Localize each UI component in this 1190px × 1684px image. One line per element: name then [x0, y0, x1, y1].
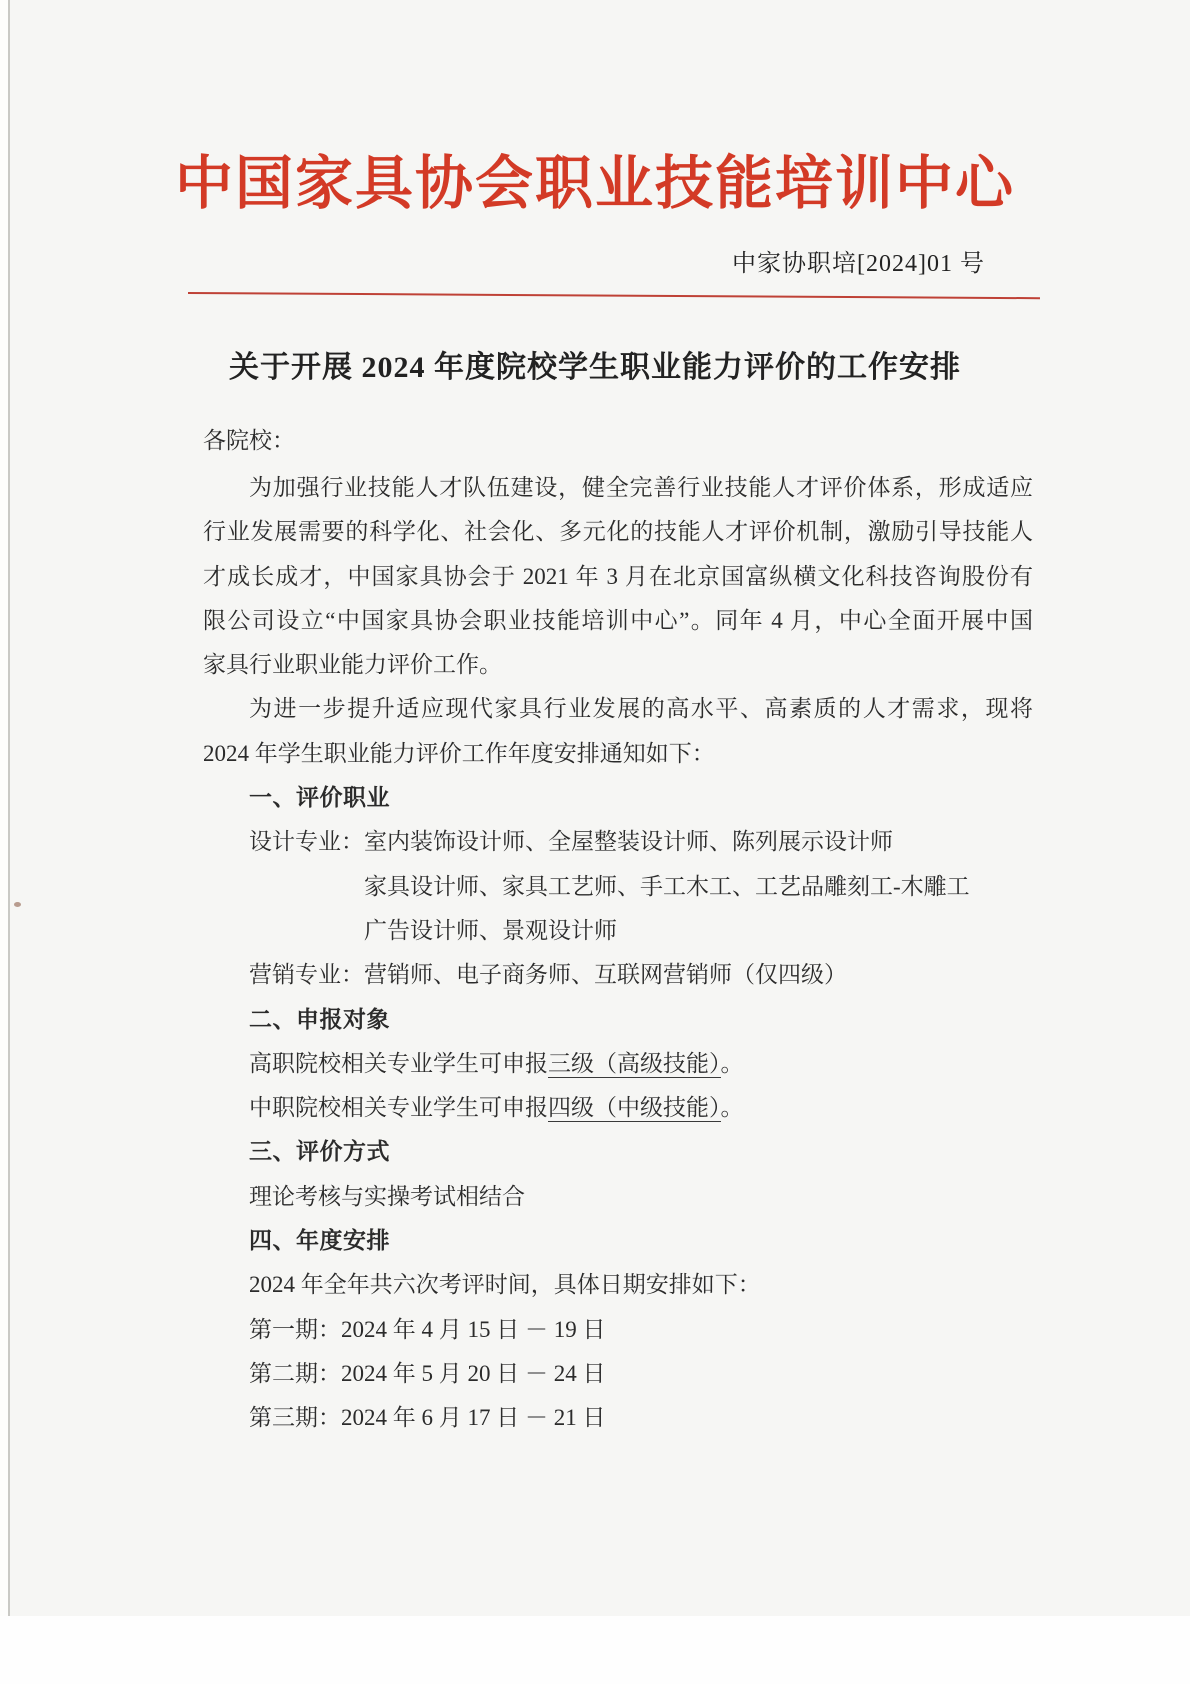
scan-bed-strip	[0, 1616, 1190, 1684]
paragraph-line: 限公司设立“中国家具协会职业技能培训中心”。同年 4 月，中心全面开展中国	[203, 607, 1033, 633]
paragraph-line: 为进一步提升适应现代家具行业发展的高水平、高素质的人才需求，现将	[249, 696, 1033, 722]
section-heading-1: 一、评价职业	[249, 785, 390, 811]
notice-body	[203, 466, 1033, 1441]
apply-level-underlined: 四级（中级技能）	[548, 1095, 721, 1121]
section-heading-3: 三、评价方式	[249, 1139, 390, 1165]
schedule-intro-line: 2024 年全年共六次考评时间，具体日期安排如下：	[249, 1272, 761, 1298]
design-majors-line: 家具设计师、家具工艺师、手工木工、工艺品雕刻工-木雕工	[364, 873, 970, 899]
letterhead-title: 中国家具协会职业技能培训中心	[174, 151, 1015, 216]
paragraph-line: 才成长成才，中国家具协会于 2021 年 3 月在北京国富纵横文化科技咨询股份有	[203, 563, 1033, 589]
design-majors-line: 广告设计师、景观设计师	[364, 917, 617, 943]
schedule-line: 第三期：2024 年 6 月 17 日 － 21 日	[249, 1405, 606, 1431]
document-number: 中家协职培[2024]01 号	[732, 251, 985, 277]
paragraph-line: 2024 年学生职业能力评价工作年度安排通知如下：	[203, 740, 715, 766]
schedule-line: 第一期：2024 年 4 月 15 日 － 19 日	[249, 1316, 606, 1342]
apply-prefix: 高职院校相关专业学生可申报	[249, 1050, 548, 1076]
scan-edge-line	[8, 0, 10, 1616]
marketing-majors-line: 营销专业：营销师、电子商务师、互联网营销师（仅四级）	[249, 962, 847, 988]
paragraph-line: 家具行业职业能力评价工作。	[203, 652, 502, 678]
salutation: 各院校：	[203, 428, 295, 453]
paragraph-line: 行业发展需要的科学化、社会化、多元化的技能人才评价机制，激励引导技能人	[203, 519, 1033, 545]
apply-level-line	[203, 1042, 1033, 1086]
apply-suffix: 。	[720, 1095, 744, 1121]
apply-level-underlined: 三级（高级技能）	[548, 1050, 721, 1076]
apply-prefix: 中职院校相关专业学生可申报	[249, 1095, 548, 1121]
paragraph-line: 为加强行业技能人才队伍建设，健全完善行业技能人才评价体系，形成适应	[249, 475, 1033, 500]
design-majors-line: 设计专业：室内装饰设计师、全屋整装设计师、陈列展示设计师	[249, 829, 893, 855]
scan-speck	[14, 902, 21, 907]
notice-title: 关于开展 2024 年度院校学生职业能力评价的工作安排	[229, 351, 961, 384]
apply-suffix: 。	[720, 1050, 744, 1076]
section-heading-4: 四、年度安排	[249, 1228, 390, 1254]
apply-level-line	[203, 1086, 1033, 1130]
evaluation-method-line: 理论考核与实操考试相结合	[249, 1183, 525, 1209]
schedule-line: 第二期：2024 年 5 月 20 日 － 24 日	[249, 1360, 606, 1386]
section-heading-2: 二、申报对象	[249, 1006, 390, 1032]
